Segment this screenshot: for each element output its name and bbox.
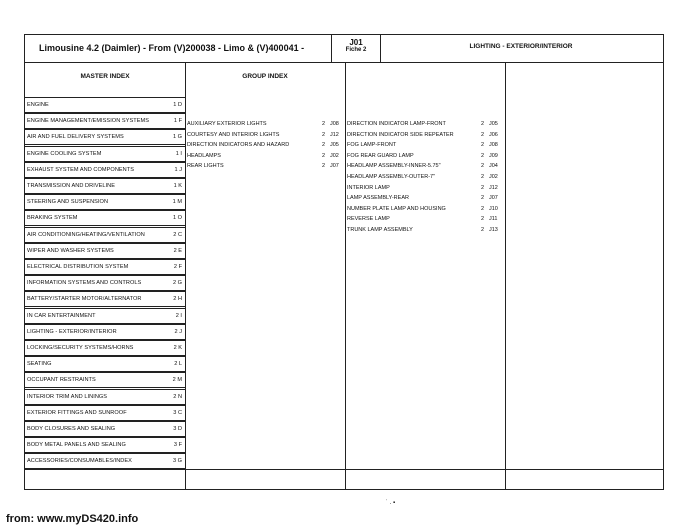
group-index-code: J11 <box>489 216 498 223</box>
master-index-item[interactable] <box>25 324 185 340</box>
column-divider <box>345 62 346 489</box>
group-index-code: J13 <box>489 227 498 233</box>
group-index-fiche: 2 <box>322 163 326 170</box>
group-index-code: J07 <box>489 195 498 202</box>
master-index-label: OCCUPANT RESTRAINTS <box>27 377 96 384</box>
master-index-item[interactable] <box>25 227 185 243</box>
master-index-label: BATTERY/STARTER MOTOR/ALTERNATOR <box>27 296 142 303</box>
master-index-code: 1 K <box>173 183 182 189</box>
group-index-item[interactable] <box>187 121 344 131</box>
group-index-fiche: 2 <box>481 227 485 233</box>
master-index-label: ENGINE <box>27 102 49 108</box>
group-index-fiche: 2 <box>481 152 485 159</box>
group-index-title: GROUP INDEX <box>242 73 288 80</box>
master-index-item[interactable] <box>25 178 185 194</box>
group-index-item[interactable] <box>347 195 503 205</box>
group-index-item[interactable] <box>347 153 503 163</box>
master-index-item[interactable] <box>25 129 185 145</box>
master-index-code: 2 F <box>173 264 182 270</box>
group-index-fiche: 2 <box>481 163 485 170</box>
group-index-code: J12 <box>330 131 339 138</box>
section-title: LIGHTING - EXTERIOR/INTERIOR <box>469 43 573 50</box>
master-index-code: 1 M <box>172 199 182 206</box>
master-index-item[interactable] <box>25 437 185 453</box>
group-index-fiche: 2 <box>481 131 485 138</box>
column-divider <box>185 62 186 489</box>
master-index-item[interactable] <box>25 210 185 226</box>
group-index-fiche: 2 <box>322 121 326 127</box>
master-index-code: 2 M <box>172 377 182 384</box>
master-index-item[interactable] <box>25 162 185 178</box>
group-index-item[interactable] <box>347 142 503 152</box>
group-index-code: J10 <box>489 205 498 212</box>
group-index-code: J04 <box>489 163 498 170</box>
master-index-item[interactable] <box>25 421 185 437</box>
group-index-fiche: 2 <box>481 216 485 223</box>
group-index-fiche: 2 <box>481 195 485 202</box>
master-index-label: AIR CONDITIONING/HEATING/VENTILATION <box>27 231 145 238</box>
scan-marks: ˙ . ▪ <box>386 500 396 506</box>
master-index-item[interactable] <box>25 372 185 388</box>
group-index-code: J09 <box>489 152 498 159</box>
column-divider <box>505 62 506 489</box>
master-index-item[interactable] <box>25 308 185 324</box>
master-index-item[interactable] <box>25 259 185 275</box>
group-index-fiche: 2 <box>481 142 485 149</box>
master-index-code: 3 C <box>173 409 182 416</box>
group-index-label: HEADLAMP ASSEMBLY-OUTER-7" <box>347 174 436 180</box>
master-index-code: 1 O <box>172 215 182 222</box>
master-index-code: 3 F <box>173 442 182 449</box>
group-index-fiche: 2 <box>481 205 485 212</box>
group-index-label: INTERIOR LAMP <box>347 184 390 191</box>
master-index-label: EXTERIOR FITTINGS AND SUNROOF <box>27 409 127 416</box>
master-index-code: 1 J <box>174 166 182 173</box>
master-index-code: 3 D <box>173 426 182 432</box>
master-index-label: SEATING <box>27 361 52 368</box>
group-index-code: J08 <box>489 142 498 149</box>
group-index-label: FOG REAR GUARD LAMP <box>347 152 414 159</box>
group-index-label: DIRECTION INDICATOR LAMP-FRONT <box>347 121 446 127</box>
master-index-code: 2 C <box>173 231 182 238</box>
group-index-item[interactable] <box>347 121 503 131</box>
master-index-label: BODY CLOSURES AND SEALING <box>27 426 116 432</box>
group-index-code: J07 <box>330 163 339 170</box>
group-index-label: HEADLAMPS <box>187 152 221 159</box>
master-index-label: TRANSMISSION AND DRIVELINE <box>27 183 116 189</box>
group-index-code: J12 <box>489 184 498 191</box>
group-index-fiche: 2 <box>481 184 485 191</box>
group-index-label: AUXILIARY EXTERIOR LIGHTS <box>187 121 267 127</box>
group-index-label: REAR LIGHTS <box>187 163 224 170</box>
group-index-code: J05 <box>330 142 339 149</box>
group-index-item[interactable] <box>347 227 503 237</box>
group-index-fiche: 2 <box>322 142 326 149</box>
group-index-label: DIRECTION INDICATOR SIDE REPEATER <box>347 131 454 138</box>
master-index-code: 1 D <box>173 102 182 108</box>
group-index-item[interactable] <box>347 206 503 216</box>
header-row <box>25 35 663 63</box>
master-index-code: 2 N <box>173 393 182 400</box>
master-index-label: LIGHTING - EXTERIOR/INTERIOR <box>27 328 117 335</box>
group-index-label: TRUNK LAMP ASSEMBLY <box>347 227 413 233</box>
master-index-label: BODY METAL PANELS AND SEALING <box>27 442 126 449</box>
fiche-number: Fiche 2 <box>345 47 367 53</box>
group-index-label: LAMP ASSEMBLY-REAR <box>347 195 409 202</box>
master-index-code: 2 I <box>175 312 182 319</box>
section-code: J01 <box>349 38 363 47</box>
master-index-label: LOCKING/SECURITY SYSTEMS/HORNS <box>27 345 134 351</box>
master-index-code: 2 E <box>173 247 182 254</box>
group-index-label: NUMBER PLATE LAMP AND HOUSING <box>347 205 446 212</box>
master-index-item[interactable] <box>25 146 185 162</box>
master-index-code: 1 I <box>175 150 182 157</box>
master-index-label: AIR AND FUEL DELIVERY SYSTEMS <box>27 134 124 141</box>
master-index-label: ACCESSORIES/CONSUMABLES/INDEX <box>27 458 132 465</box>
master-index-code: 1 G <box>172 134 182 141</box>
master-index-item[interactable] <box>25 356 185 372</box>
source-watermark: from: www.myDS420.info <box>6 513 139 525</box>
group-index-code: J02 <box>330 152 339 159</box>
fiche-code-box <box>331 35 381 62</box>
master-index-label: STEERING AND SUSPENSION <box>27 199 109 206</box>
master-index-code: 2 K <box>173 345 182 351</box>
master-index-item[interactable] <box>25 194 185 210</box>
master-index-item[interactable] <box>25 405 185 421</box>
page-title: Limousine 4.2 (Daimler) - From (V)200038 - Limo & (V)400041 - <box>39 43 305 53</box>
master-index-item[interactable] <box>25 340 185 356</box>
master-index-label: ELECTRICAL DISTRIBUTION SYSTEM <box>27 264 129 270</box>
master-index-label: ENGINE COOLING SYSTEM <box>27 150 102 157</box>
group-index-label: HEADLAMP ASSEMBLY-INNER-5.75" <box>347 163 441 170</box>
group-index-item[interactable] <box>347 132 503 142</box>
master-index-item[interactable] <box>25 97 185 113</box>
master-index-label: INFORMATION SYSTEMS AND CONTROLS <box>27 280 142 287</box>
master-index-code: 2 G <box>172 280 182 287</box>
group-index-item[interactable] <box>187 142 344 152</box>
master-index-label: IN CAR ENTERTAINMENT <box>27 312 96 319</box>
master-index-title: MASTER INDEX <box>80 73 130 80</box>
master-index-item[interactable] <box>25 389 185 405</box>
master-index-code: 2 J <box>174 328 182 335</box>
group-index-item[interactable] <box>347 174 503 184</box>
group-index-item[interactable] <box>347 216 503 226</box>
group-index-fiche: 2 <box>322 152 326 159</box>
group-index-item[interactable] <box>187 153 344 163</box>
group-index-item[interactable] <box>187 132 344 142</box>
master-index-code: 3 G <box>172 458 182 465</box>
master-index-label: INTERIOR TRIM AND LININGS <box>27 393 108 400</box>
master-index-code: 2 H <box>173 296 182 303</box>
master-index-item[interactable] <box>25 453 185 469</box>
master-index-item[interactable] <box>25 291 185 307</box>
master-index-label: ENGINE MANAGEMENT/EMISSION SYSTEMS <box>27 118 149 125</box>
group-index-item[interactable] <box>347 185 503 195</box>
group-index-code: J05 <box>489 121 498 127</box>
group-index-label: REVERSE LAMP <box>347 216 390 223</box>
group-index-label: DIRECTION INDICATORS AND HAZARD <box>187 142 290 149</box>
master-index-item[interactable] <box>25 113 185 129</box>
group-index-item[interactable] <box>187 163 344 173</box>
group-index-code: J08 <box>330 121 339 127</box>
master-index-code: 2 L <box>174 361 182 368</box>
group-index-fiche: 2 <box>481 174 485 180</box>
group-index-label: FOG LAMP-FRONT <box>347 142 397 149</box>
group-index-code: J02 <box>489 174 498 180</box>
master-index-item[interactable] <box>25 275 185 291</box>
group-index-label: COURTESY AND INTERIOR LIGHTS <box>187 131 280 138</box>
master-index-label: EXHAUST SYSTEM AND COMPONENTS <box>27 166 135 173</box>
master-index-item[interactable] <box>25 243 185 259</box>
master-index-label: BRAKING SYSTEM <box>27 215 78 222</box>
group-index-code: J06 <box>489 131 498 138</box>
master-index-label: WIPER AND WASHER SYSTEMS <box>27 247 114 254</box>
group-index-fiche: 2 <box>322 131 326 138</box>
group-index-fiche: 2 <box>481 121 485 127</box>
group-index-item[interactable] <box>347 163 503 173</box>
catalogue-page <box>24 34 664 490</box>
master-index-code: 1 F <box>173 118 182 125</box>
